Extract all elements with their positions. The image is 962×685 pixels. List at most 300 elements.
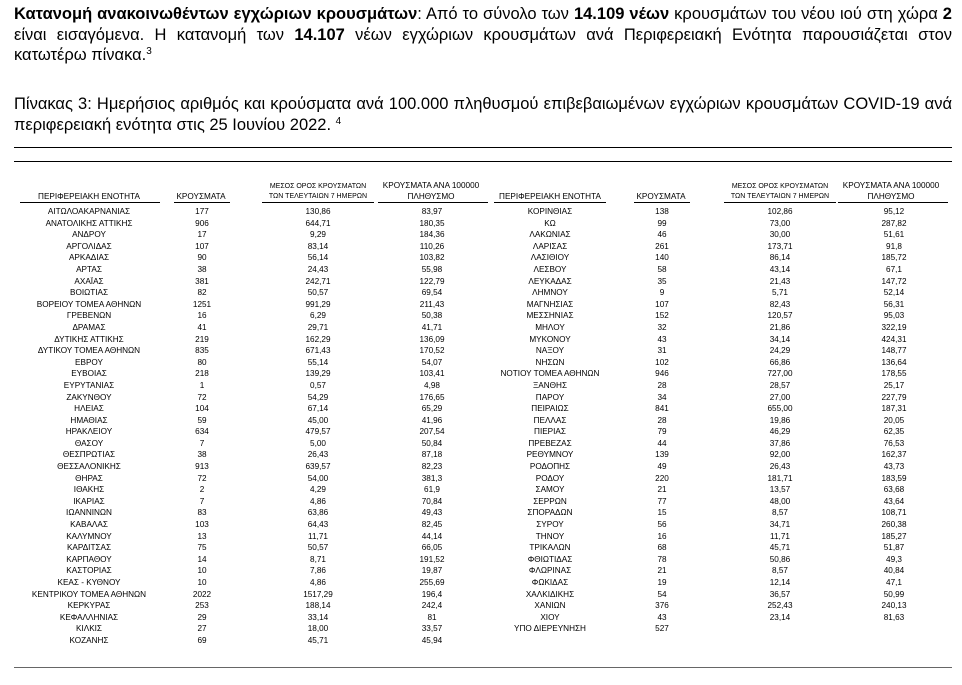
region-cell: ΥΠΟ ΔΙΕΡΕΥΝΗΣΗ — [514, 624, 586, 634]
cases-cell: 99 — [657, 218, 667, 228]
rate-cell: 207,54 — [419, 427, 445, 437]
avg7-cell: 43,14 — [769, 264, 791, 274]
avg7-cell: 4,86 — [310, 578, 326, 587]
avg7-cell: 45,00 — [307, 415, 329, 425]
avg7-cell: 23,14 — [769, 612, 791, 622]
avg7-cell: 50,57 — [307, 543, 329, 553]
avg7-cell: 991,29 — [305, 299, 331, 309]
avg7-cell: 727,00 — [767, 369, 793, 379]
table-row — [490, 218, 962, 230]
table-row — [0, 507, 490, 519]
region-cell: ΒΟΡΕΙΟΥ ΤΟΜΕΑ ΑΘΗΝΩΝ — [36, 299, 142, 309]
avg7-cell: 671,43 — [305, 346, 331, 356]
cases-cell: 2 — [199, 485, 205, 495]
rate-cell: 240,13 — [881, 601, 907, 611]
cases-cell: 103 — [195, 520, 209, 530]
rate-cell: 176,65 — [419, 392, 445, 402]
avg7-cell: 11,71 — [770, 531, 790, 541]
cases-cell: 835 — [195, 346, 209, 356]
cases-cell: 21 — [657, 485, 667, 495]
table-row — [0, 542, 490, 554]
cases-cell: 28 — [657, 380, 667, 390]
cases-cell: 32 — [657, 322, 667, 332]
cases-cell: 49 — [657, 462, 667, 472]
right-header-underline-avg — [724, 202, 836, 203]
rate-cell: 43,64 — [883, 496, 905, 506]
cases-cell: 140 — [655, 253, 669, 263]
cases-cell: 13 — [197, 531, 207, 541]
avg7-cell: 479,57 — [305, 427, 331, 437]
rate-cell: 25,17 — [883, 380, 905, 390]
rate-cell: 103,41 — [419, 369, 445, 379]
table-row — [490, 357, 962, 369]
table-row — [490, 287, 962, 299]
region-cell: ΦΘΙΩΤΙΔΑΣ — [527, 554, 573, 564]
rate-cell: 83,97 — [421, 207, 443, 216]
region-cell: ΑΡΤΑΣ — [76, 264, 102, 274]
cases-cell: 43 — [657, 334, 667, 344]
cases-cell: 219 — [195, 334, 209, 344]
table-row — [0, 496, 490, 508]
avg7-cell: 139,29 — [305, 369, 331, 379]
cases-cell: 17 — [197, 230, 207, 240]
region-cell: ΛΑΚΩΝΙΑΣ — [529, 230, 571, 240]
avg7-cell: 4,29 — [310, 485, 326, 495]
left-header-cases: ΚΡΟΥΣΜΑΤΑ — [176, 192, 226, 201]
cases-cell: 253 — [195, 601, 209, 611]
region-cell: ΛΕΥΚΑΔΑΣ — [528, 276, 572, 286]
table-row — [0, 484, 490, 496]
intro-bold-lead: Κατανομή ανακοινωθέντων εγχώριων κρουσμάτων — [14, 5, 418, 23]
region-cell: ΤΡΙΚΑΛΩΝ — [529, 543, 571, 553]
cases-cell: 38 — [197, 450, 207, 460]
rate-cell: 95,03 — [883, 311, 905, 321]
intro-footnote: 3 — [146, 46, 152, 57]
table-row — [0, 252, 490, 264]
rate-cell: 33,57 — [421, 624, 443, 634]
table-row — [490, 229, 962, 241]
region-cell: ΘΗΡΑΣ — [75, 473, 103, 483]
cases-cell: 21 — [657, 566, 667, 576]
avg7-cell: 242,71 — [305, 276, 331, 286]
cases-cell: 946 — [655, 369, 669, 379]
region-cell: ΧΙΟΥ — [540, 612, 560, 622]
cases-cell: 43 — [657, 612, 667, 622]
caption-footnote: 4 — [335, 115, 342, 127]
cases-cell: 80 — [197, 357, 207, 367]
region-cell: ΚΙΛΚΙΣ — [75, 624, 102, 634]
rate-cell: 41,96 — [421, 415, 443, 425]
table-row — [490, 415, 962, 427]
table-row — [490, 438, 962, 450]
avg7-cell: 1517,29 — [303, 589, 333, 599]
region-cell: ΣΑΜΟΥ — [535, 485, 565, 495]
region-cell: ΜΑΓΝΗΣΙΑΣ — [526, 299, 574, 309]
rate-cell: 54,07 — [421, 357, 443, 367]
rate-cell: 147,72 — [881, 276, 907, 286]
cases-cell: 77 — [657, 496, 667, 506]
right-header-avg-2: ΤΩΝ ΤΕΛΕΥΤΑΙΩΝ 7 ΗΜΕΡΩΝ — [730, 193, 830, 200]
right-header-underline-rate — [838, 202, 948, 203]
table-row — [0, 635, 490, 647]
avg7-cell: 48,00 — [769, 496, 791, 506]
region-cell: ΛΗΜΝΟΥ — [532, 288, 568, 298]
region-cell: ΦΛΩΡΙΝΑΣ — [528, 566, 572, 576]
rate-cell: 19,87 — [421, 566, 443, 576]
cases-cell: 72 — [197, 473, 207, 483]
rate-cell: 44,14 — [421, 531, 443, 541]
region-cell: ΘΑΣΟΥ — [74, 438, 104, 448]
table-row — [0, 264, 490, 276]
cases-cell: 19 — [657, 578, 667, 587]
avg7-cell: 45,71 — [769, 543, 791, 553]
rate-cell: 87,18 — [421, 450, 443, 460]
table-row — [0, 565, 490, 577]
rate-cell: 424,31 — [881, 334, 907, 344]
rate-cell: 43,73 — [883, 462, 905, 472]
region-cell: ΠΑΡΟΥ — [535, 392, 565, 402]
region-cell: ΖΑΚΥΝΘΟΥ — [66, 392, 112, 402]
region-cell: ΚΑΣΤΟΡΙΑΣ — [66, 566, 112, 576]
region-cell: ΠΙΕΡΙΑΣ — [534, 427, 566, 437]
avg7-cell: 18,00 — [307, 624, 329, 634]
region-cell: ΑΝΑΤΟΛΙΚΗΣ ΑΤΤΙΚΗΣ — [45, 218, 133, 228]
table-row — [0, 368, 490, 380]
avg7-cell: 82,43 — [769, 299, 791, 309]
avg7-cell: 639,57 — [305, 462, 331, 472]
left-header-underline-avg — [262, 202, 374, 203]
rate-cell: 178,55 — [881, 369, 907, 379]
region-cell: ΞΑΝΘΗΣ — [532, 380, 568, 390]
rate-cell: 180,35 — [419, 218, 445, 228]
right-header-underline-cases — [634, 202, 690, 203]
cases-cell: 78 — [657, 554, 667, 564]
table-row — [0, 600, 490, 612]
region-cell: ΚΑΒΑΛΑΣ — [70, 520, 108, 530]
caption-text: Πίνακας 3: Ημερήσιος αριθμός και κρούσματα ανά 100.000 πληθυσμού επιβεβαιωμένων εγχώριων κρουσμάτων COVID-19 ανά περιφερειακή ενότητα στις 25 Ιουνίου 2022. — [14, 95, 952, 134]
avg7-cell: 55,14 — [307, 357, 329, 367]
avg7-cell: 24,43 — [307, 264, 329, 274]
cases-cell: 46 — [657, 230, 667, 240]
table-row — [0, 276, 490, 288]
table-top-rule — [14, 147, 952, 148]
table-row — [0, 380, 490, 392]
cases-cell: 15 — [657, 508, 667, 518]
region-cell: ΑΡΚΑΔΙΑΣ — [68, 253, 110, 263]
cases-cell: 177 — [195, 207, 209, 216]
rate-cell: 191,52 — [419, 554, 445, 564]
table-row — [0, 322, 490, 334]
cases-cell: 16 — [197, 311, 207, 321]
table-row — [0, 310, 490, 322]
avg7-cell: 8,57 — [772, 508, 788, 518]
cases-cell: 220 — [655, 473, 669, 483]
table-row — [490, 484, 962, 496]
table-row — [490, 531, 962, 543]
table-row — [490, 206, 962, 218]
region-cell: ΕΥΒΟΙΑΣ — [71, 369, 107, 379]
cases-cell: 107 — [655, 299, 669, 309]
table-row — [0, 554, 490, 566]
rate-cell: 76,53 — [883, 438, 905, 448]
table-caption — [14, 94, 952, 135]
rate-cell: 62,35 — [883, 427, 905, 437]
region-cell: ΔΥΤΙΚΟΥ ΤΟΜΕΑ ΑΘΗΝΩΝ — [37, 346, 141, 356]
avg7-cell: 162,29 — [305, 334, 331, 344]
table-row — [490, 542, 962, 554]
table-row — [490, 589, 962, 601]
region-cell: ΚΩ — [544, 218, 556, 228]
cases-cell: 2022 — [192, 589, 212, 599]
avg7-cell: 0,57 — [310, 380, 326, 390]
avg7-cell: 8,57 — [772, 566, 788, 576]
table-row — [490, 577, 962, 589]
region-cell: ΜΗΛΟΥ — [535, 322, 565, 332]
rate-cell: 82,23 — [421, 462, 443, 472]
region-cell: ΡΕΘΥΜΝΟΥ — [526, 450, 574, 460]
cases-cell: 10 — [197, 566, 207, 576]
rate-cell: 70,84 — [421, 496, 443, 506]
table-row — [490, 554, 962, 566]
cases-cell: 54 — [657, 589, 667, 599]
table-row — [490, 403, 962, 415]
table-row — [0, 229, 490, 241]
intro-text-3: είναι εισαγόμενα. Η κατανομή των — [14, 25, 295, 44]
rate-cell: 65,29 — [421, 404, 443, 414]
table-row — [0, 461, 490, 473]
avg7-cell: 644,71 — [305, 218, 331, 228]
avg7-cell: 33,14 — [307, 612, 329, 622]
rate-cell: 51,87 — [883, 543, 905, 553]
cases-cell: 139 — [655, 450, 669, 460]
cases-cell: 527 — [655, 624, 669, 634]
avg7-cell: 24,29 — [769, 346, 791, 356]
rate-cell: 50,38 — [421, 311, 443, 321]
region-cell: ΚΑΛΥΜΝΟΥ — [66, 531, 112, 541]
region-cell: ΛΑΣΙΘΙΟΥ — [530, 253, 570, 263]
intro-text-2: κρουσμάτων του νέου ιού στη χώρα — [669, 5, 943, 23]
region-cell: ΜΕΣΣΗΝΙΑΣ — [526, 311, 574, 321]
left-table-body — [0, 206, 490, 647]
avg7-cell: 37,86 — [769, 438, 791, 448]
region-cell: ΘΕΣΣΑΛΟΝΙΚΗΣ — [57, 462, 121, 472]
cases-cell: 34 — [657, 392, 667, 402]
cases-cell: 38 — [197, 264, 207, 274]
rate-cell: 82,45 — [421, 520, 443, 530]
avg7-cell: 67,14 — [307, 404, 329, 414]
cases-cell: 7 — [199, 438, 205, 448]
avg7-cell: 181,71 — [767, 473, 793, 483]
rate-cell: 110,26 — [419, 241, 445, 251]
avg7-cell: 92,00 — [769, 450, 791, 460]
region-cell: ΕΥΡΥΤΑΝΙΑΣ — [63, 380, 115, 390]
cases-cell: 906 — [195, 218, 209, 228]
cases-cell: 69 — [197, 635, 207, 645]
left-header-underline-rate — [378, 202, 488, 203]
avg7-cell: 46,29 — [769, 427, 791, 437]
avg7-cell: 29,71 — [307, 322, 329, 332]
intro-domestic: 14.107 — [294, 25, 345, 44]
rate-cell: 47,1 — [886, 578, 902, 587]
avg7-cell: 12,14 — [769, 578, 791, 587]
cases-cell: 16 — [657, 531, 667, 541]
right-header-rate-2: ΠΛΗΘΥΣΜΟ — [867, 192, 915, 201]
cases-cell: 41 — [197, 322, 207, 332]
avg7-cell: 173,71 — [767, 241, 793, 251]
avg7-cell: 26,43 — [307, 450, 329, 460]
avg7-cell: 50,86 — [769, 554, 791, 564]
rate-cell: 185,72 — [881, 253, 907, 263]
table-row — [490, 334, 962, 346]
region-cell: ΠΡΕΒΕΖΑΣ — [528, 438, 572, 448]
region-cell: ΝΑΞΟΥ — [535, 346, 565, 356]
avg7-cell: 21,86 — [769, 322, 791, 332]
cases-cell: 381 — [195, 276, 209, 286]
cases-cell: 44 — [657, 438, 667, 448]
avg7-cell: 8,71 — [310, 554, 326, 564]
region-cell: ΤΗΝΟΥ — [535, 531, 565, 541]
table-row — [490, 241, 962, 253]
right-header-underline-region — [494, 202, 606, 203]
region-cell: ΣΠΟΡΑΔΩΝ — [527, 508, 573, 518]
rate-cell: 81 — [427, 612, 437, 622]
table-row — [0, 403, 490, 415]
table-row — [0, 577, 490, 589]
table-row — [0, 438, 490, 450]
region-cell: ΘΕΣΠΡΩΤΙΑΣ — [62, 450, 116, 460]
cases-cell: 10 — [197, 578, 207, 587]
cases-cell: 104 — [195, 404, 209, 414]
avg7-cell: 73,00 — [769, 218, 791, 228]
rate-cell: 66,05 — [421, 543, 443, 553]
table-row — [490, 473, 962, 485]
rate-cell: 196,4 — [421, 589, 443, 599]
table-row — [490, 449, 962, 461]
right-header-region: ΠΕΡΙΦΕΡΕΙΑΚΗ ΕΝΟΤΗΤΑ — [499, 192, 601, 201]
table-row — [490, 496, 962, 508]
rate-cell: 170,52 — [419, 346, 445, 356]
cases-cell: 7 — [199, 496, 205, 506]
cases-cell: 90 — [197, 253, 207, 263]
rate-cell: 45,94 — [421, 635, 443, 645]
region-cell: ΣΥΡΟΥ — [536, 520, 564, 530]
cases-cell: 29 — [197, 612, 207, 622]
region-cell: ΛΕΣΒΟΥ — [533, 264, 567, 274]
region-cell: ΝΟΤΙΟΥ ΤΟΜΕΑ ΑΘΗΝΩΝ — [500, 369, 600, 379]
cases-cell: 107 — [195, 241, 209, 251]
rate-cell: 20,05 — [883, 415, 905, 425]
avg7-cell: 36,57 — [769, 589, 791, 599]
cases-cell: 27 — [197, 624, 207, 634]
rate-cell: 242,4 — [421, 601, 443, 611]
region-cell: ΦΩΚΙΔΑΣ — [531, 578, 569, 587]
avg7-cell: 45,71 — [307, 635, 329, 645]
right-header-rate-1: ΚΡΟΥΣΜΑΤΑ ΑΝΑ 100000 — [842, 181, 940, 190]
table-row — [490, 368, 962, 380]
region-cell: ΔΡΑΜΑΣ — [72, 322, 106, 332]
region-cell: ΙΘΑΚΗΣ — [73, 485, 105, 495]
table-row — [0, 206, 490, 218]
region-cell: ΠΕΛΛΑΣ — [533, 415, 567, 425]
avg7-cell: 120,57 — [767, 311, 793, 321]
region-cell: ΚΟΖΑΝΗΣ — [69, 635, 109, 645]
avg7-cell: 19,86 — [769, 415, 791, 425]
table-bottom-rule — [14, 667, 952, 668]
table-row — [0, 623, 490, 635]
avg7-cell: 34,14 — [769, 334, 791, 344]
cases-cell: 218 — [195, 369, 209, 379]
region-cell: ΗΛΕΙΑΣ — [74, 404, 104, 414]
avg7-cell: 13,57 — [769, 485, 791, 495]
right-header-cases: ΚΡΟΥΣΜΑΤΑ — [636, 192, 686, 201]
intro-text-4: νέων εγχώριων κρουσμάτων ανά Περιφερειακή Ενότητα παρουσιάζεται στον κατωτέρω πίνακα. — [14, 25, 952, 64]
rate-cell: 255,69 — [419, 578, 445, 587]
cases-cell: 35 — [657, 276, 667, 286]
rate-cell: 187,31 — [881, 404, 907, 414]
rate-cell: 183,59 — [881, 473, 907, 483]
region-cell: ΚΕΡΚΥΡΑΣ — [67, 601, 111, 611]
rate-cell: 185,27 — [881, 531, 907, 541]
table-row — [490, 507, 962, 519]
right-header-avg-1: ΜΕΣΟΣ ΟΡΟΣ ΚΡΟΥΣΜΑΤΩΝ — [731, 183, 829, 190]
region-cell: ΠΕΙΡΑΙΩΣ — [531, 404, 569, 414]
region-cell: ΚΑΡΔΙΤΣΑΣ — [66, 543, 112, 553]
avg7-cell: 34,71 — [769, 520, 791, 530]
table-row — [0, 473, 490, 485]
rate-cell: 184,36 — [419, 230, 445, 240]
cases-cell: 14 — [197, 554, 207, 564]
avg7-cell: 9,29 — [310, 230, 326, 240]
avg7-cell: 7,86 — [310, 566, 326, 576]
rate-cell: 148,77 — [881, 346, 907, 356]
region-cell: ΚΕΦΑΛΛΗΝΙΑΣ — [59, 612, 119, 622]
left-header-underline-region — [20, 202, 160, 203]
table-row — [490, 600, 962, 612]
avg7-cell: 54,00 — [307, 473, 329, 483]
region-cell: ΕΒΡΟΥ — [75, 357, 103, 367]
avg7-cell: 21,43 — [769, 276, 791, 286]
avg7-cell: 11,71 — [308, 531, 328, 541]
avg7-cell: 66,86 — [769, 357, 791, 367]
cases-cell: 72 — [197, 392, 207, 402]
region-cell: ΜΥΚΟΝΟΥ — [529, 334, 571, 344]
cases-cell: 68 — [657, 543, 667, 553]
rate-cell: 381,3 — [421, 473, 443, 483]
region-cell: ΗΜΑΘΙΑΣ — [70, 415, 108, 425]
avg7-cell: 27,00 — [769, 392, 791, 402]
table-row — [490, 380, 962, 392]
table-row — [490, 276, 962, 288]
intro-paragraph — [14, 4, 952, 66]
avg7-cell: 63,86 — [307, 508, 329, 518]
rate-cell: 56,31 — [883, 299, 905, 309]
region-cell: ΑΧΑΪΑΣ — [74, 276, 104, 286]
rate-cell: 136,64 — [881, 357, 907, 367]
region-cell: ΙΚΑΡΙΑΣ — [73, 496, 105, 506]
avg7-cell: 54,29 — [307, 392, 329, 402]
avg7-cell: 5,71 — [772, 288, 788, 298]
intro-imported: 2 — [942, 5, 952, 23]
table-row — [0, 345, 490, 357]
table-row — [0, 218, 490, 230]
rate-cell: 4,98 — [424, 380, 440, 390]
cases-cell: 841 — [655, 404, 669, 414]
table-row — [0, 415, 490, 427]
table-second-rule — [14, 161, 952, 162]
left-header-avg-1: ΜΕΣΟΣ ΟΡΟΣ ΚΡΟΥΣΜΑΤΩΝ — [269, 183, 367, 190]
table-row — [490, 252, 962, 264]
table-row — [0, 531, 490, 543]
